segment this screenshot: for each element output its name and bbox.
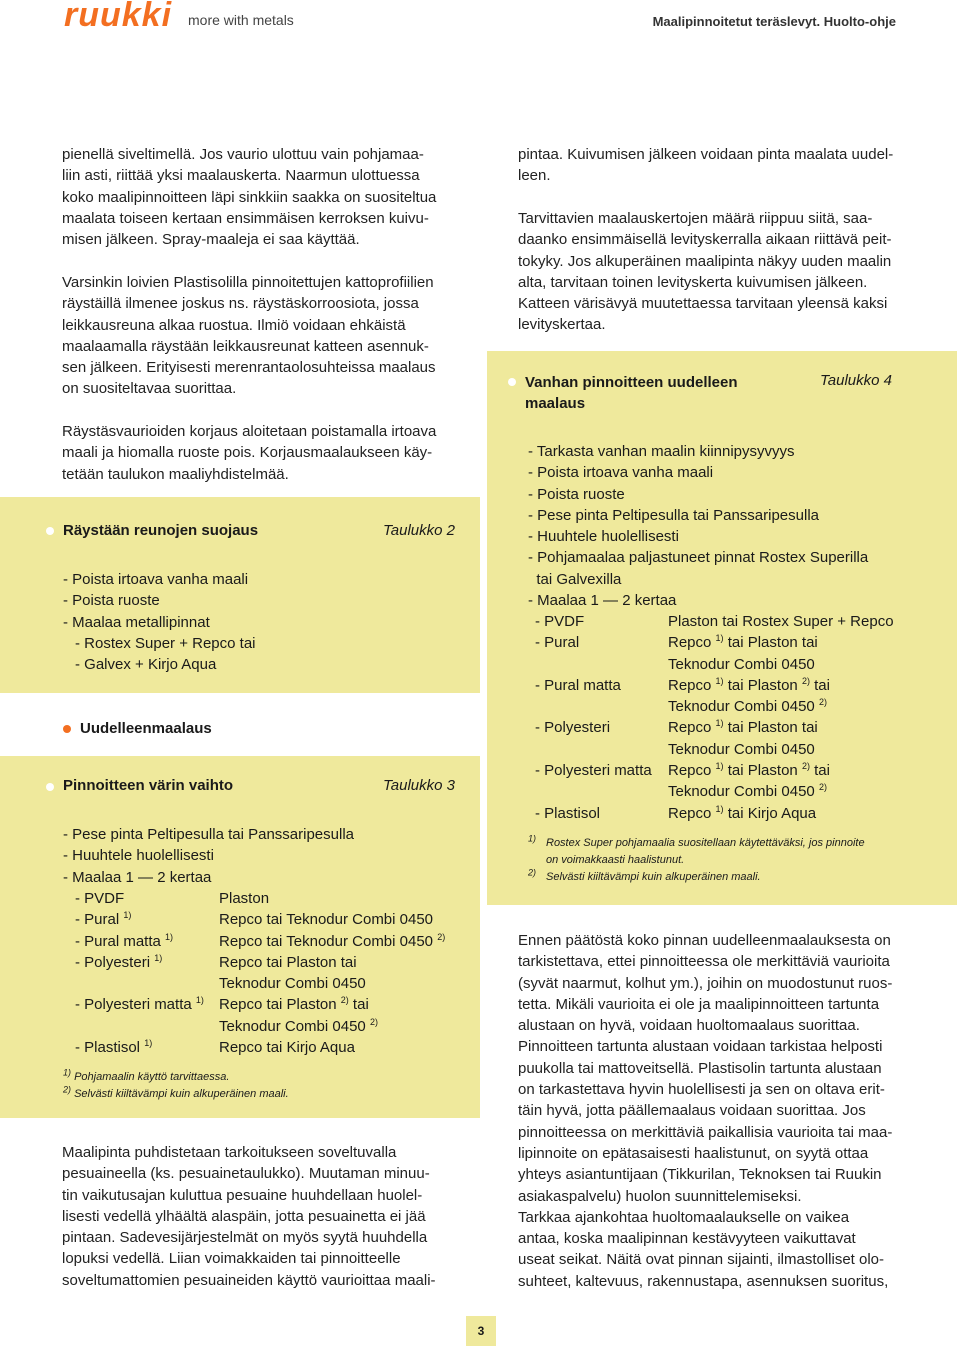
ruukki-logo: ruukki xyxy=(64,0,173,34)
footnote-marker: 1) xyxy=(715,761,724,772)
text-line: maalaamalla räystään leikkausreunat katteen asennuk- xyxy=(62,337,429,355)
document-title: Maalipinnoitetut teräslevyt. Huolto-ohje xyxy=(652,14,896,29)
text-line: liin asti, riittää yksi maalauskerta. Naarmun ulottuessa xyxy=(62,167,420,185)
text-line: koko maalipinnoitteen läpi sinkkiin saakka on suositeltua xyxy=(62,188,437,206)
list-item: - Rostex Super + Repco tai xyxy=(75,634,256,652)
table-row xyxy=(75,1016,445,1037)
text-line: suhteet, kaltevuus, rakennustapa, asennuksen suoritus, xyxy=(518,1272,889,1290)
table-row xyxy=(535,739,894,760)
text-line: Ennen päätöstä koko pinnan uudelleenmaalauksesta on xyxy=(518,932,891,949)
cell-coating: - Polyesteri $^{1)}$ xyxy=(75,952,163,971)
page-number: 3 xyxy=(466,1316,496,1346)
footnote: $^{1)}$ Rostex Super pohjamaalia suositellaan käytettäväksi, jos pinnoite xyxy=(528,835,865,852)
list-item: - Pese pinta Peltipesulla tai Panssaripesulla xyxy=(63,826,354,843)
cell-coating: - Plastisol xyxy=(535,804,601,822)
text-line: täin hyvä, jotta päällemaalaus voidaan suorittaa. Jos xyxy=(518,1102,866,1120)
footnote-marker: 2) xyxy=(437,931,446,942)
cell-paint: Teknodur Combi 0450 xyxy=(668,655,815,673)
text-line: lisesti vedellä ylhäältä alaspäin, jotta pesuainetta ei jää xyxy=(62,1207,426,1225)
table-row xyxy=(75,994,445,1015)
footnote-marker: 2) xyxy=(801,761,810,772)
cell-coating xyxy=(535,781,668,802)
text-line: Pinnoitteen tartunta alustaan voidaan tarkistaa helposti xyxy=(518,1038,883,1056)
footnote-marker: 2) xyxy=(528,867,537,878)
cell-coating: - PVDF xyxy=(535,613,585,630)
table-row xyxy=(535,611,894,632)
text-line: räystäillä ilmenee joskus ns. räystäskorroosiota, jossa xyxy=(62,295,419,313)
cell-coating: - Pural matta $^{1)}$ xyxy=(75,931,174,950)
table-row xyxy=(535,675,894,696)
table-3-box xyxy=(0,756,480,1118)
footnote: $^{1)}$ Pohjamaalin käyttö tarvittaessa. xyxy=(63,1067,230,1083)
header xyxy=(0,0,960,40)
text-line: lipinnoite on epätasaisesti haalistunut, on syytä ottaa xyxy=(518,1144,869,1162)
table-row xyxy=(75,931,445,952)
right-intro-paragraph-2 xyxy=(518,208,918,336)
text-line: daanko ensimmäisellä levityskerralla aikaan riittävä peit- xyxy=(518,231,892,249)
cell-coating: - Polyesteri matta xyxy=(535,762,652,780)
cell-coating: - PVDF xyxy=(75,890,125,907)
cell-coating: - Pural $^{1)}$ xyxy=(75,910,132,929)
text-line: leikkausreuna alkaa ruostua. Ilmiö voidaan ehkäistä xyxy=(62,316,406,334)
text-line: misen jälkeen. Spray-maaleja ei saa käyttää. xyxy=(62,231,360,249)
table-row xyxy=(75,888,445,909)
footnote-marker: 1) xyxy=(63,1067,72,1078)
table-2-list xyxy=(63,569,256,675)
table-2-title: Räystään reunojen suojaus xyxy=(63,522,259,539)
text-line: leen. xyxy=(518,167,551,185)
bullet-icon xyxy=(46,783,54,791)
cell-paint: Teknodur Combi 0450 xyxy=(219,975,366,993)
table-row xyxy=(535,781,894,802)
table-3-steps xyxy=(63,824,354,888)
text-line: useat seikat. Näitä ovat pinnan sijainti, ilmastolliset olo- xyxy=(518,1251,885,1269)
footnote-marker: 1) xyxy=(123,910,132,921)
list-item: - Huuhtele huolellisesti xyxy=(528,528,679,546)
cell-paint: Repco tai Teknodur Combi 0450 $^{2)}$ xyxy=(219,931,446,950)
cell-coating: - Pural matta xyxy=(535,676,621,694)
cell-coating xyxy=(535,696,668,717)
footnote-marker: 1) xyxy=(715,718,724,729)
cell-coating: - Pural xyxy=(535,634,580,652)
list-item: - Galvex + Kirjo Aqua xyxy=(75,656,217,674)
cell-paint: Teknodur Combi 0450 $^{2)}$ xyxy=(668,697,827,716)
table-3-paint-table xyxy=(75,888,445,1058)
footnote-marker: 1) xyxy=(715,803,724,814)
footnote-marker: 2) xyxy=(818,782,827,793)
list-item: - Poista ruoste xyxy=(63,592,160,610)
cell-paint: Repco tai Plaston tai xyxy=(219,953,357,971)
cell-coating: - Polyesteri matta $^{1)}$ xyxy=(75,995,204,1014)
list-item: - Poista irtoava vanha maali xyxy=(63,571,249,588)
cell-paint: Teknodur Combi 0450 $^{2)}$ xyxy=(219,1016,378,1035)
text-line: soveltumattomien pesuaineiden käyttö vaurioittaa maali- xyxy=(62,1271,436,1289)
text-line: Räystäsvaurioiden korjaus aloitetaan poistamalla irtoava xyxy=(62,423,437,440)
text-line: pienellä siveltimellä. Jos vaurio ulottuu vain pohjamaa- xyxy=(62,146,424,163)
cell-paint: Plaston tai Rostex Super + Repco xyxy=(668,613,894,630)
cell-coating xyxy=(535,654,668,675)
cell-coating: - Polyesteri xyxy=(535,719,611,737)
left-intro-paragraph-3 xyxy=(62,421,472,485)
text-line: levityskertaa. xyxy=(518,316,606,334)
right-intro-paragraph-1 xyxy=(518,144,918,187)
cell-paint: Repco $^{1)}$ tai Plaston $^{2)}$ tai xyxy=(668,675,830,694)
text-line: Tarvittavien maalauskertojen määrä riippuu siitä, saa- xyxy=(518,210,873,227)
text-line: lopuksi vedellä. Liian voimakkaiden tai pinnoitteelle xyxy=(62,1250,401,1268)
table-4-box xyxy=(487,351,957,905)
footnote: $^{2)}$ Selvästi kiiltävämpi kuin alkuperäinen maali. xyxy=(63,1084,289,1100)
list-item: - Poista irtoava vanha maali xyxy=(528,464,714,482)
left-bottom-paragraph xyxy=(62,1142,472,1291)
footnote-marker: 1) xyxy=(165,931,174,942)
text-line: sen jälkeen. Erityisesti merenrantaolosuhteissa maalaus xyxy=(62,359,436,377)
text-line: maali ja hiomalla ruoste pois. Korjausmaalaukseen käy- xyxy=(62,444,433,462)
bullet-icon xyxy=(46,527,54,535)
table-3-notes xyxy=(63,1069,289,1103)
table-row xyxy=(535,654,894,675)
text-line: tetään taulukon maaliyhdistelmää. xyxy=(62,465,289,483)
cell-paint: Plaston xyxy=(219,890,270,907)
text-line: alustaan on hyvä, voidaan huoltomaalaus suorittaa. xyxy=(518,1017,860,1035)
text-line: pinnoitteessa on merkittäviä paikallisia vaurioita tai maa- xyxy=(518,1123,893,1141)
list-item: - Poista ruoste xyxy=(528,485,625,503)
table-4-notes xyxy=(528,835,865,886)
text-line: alta, tarvitaan toinen levityskerta kuivumisen jälkeen. xyxy=(518,273,868,291)
table-4-tag: Taulukko 4 xyxy=(820,372,892,389)
footnote-marker: 1) xyxy=(528,833,537,844)
text-line: Katteen värisävyä muutettaessa tarvitaan yleensä kaksi xyxy=(518,295,888,313)
footnote-marker: 1) xyxy=(195,995,204,1006)
logo-tagline: more with metals xyxy=(188,12,294,28)
cell-coating xyxy=(535,739,668,760)
left-intro-paragraph-1 xyxy=(62,144,472,250)
list-item: - Maalaa 1 — 2 kertaa xyxy=(528,592,677,610)
cell-paint: Repco tai Teknodur Combi 0450 xyxy=(219,911,434,929)
bullet-icon xyxy=(63,725,71,733)
text-line: maalata toiseen kertaan ensimmäisen kerroksen kuivu- xyxy=(62,209,429,227)
text-line: tarkistettava, ettei pinnoitteessa ole merkittäviä vaurioita xyxy=(518,953,890,971)
cell-paint: Repco $^{1)}$ tai Kirjo Aqua xyxy=(668,803,817,822)
cell-coating xyxy=(75,1016,219,1037)
cell-coating xyxy=(75,973,219,994)
list-item: - Maalaa 1 — 2 kertaa xyxy=(63,868,212,886)
cell-paint: Repco tai Plaston $^{2)}$ tai xyxy=(219,995,369,1014)
footnote-marker: 1) xyxy=(715,675,724,686)
table-3-tag: Taulukko 3 xyxy=(383,777,455,794)
right-bottom-paragraph xyxy=(518,930,928,1292)
table-row xyxy=(75,1037,445,1058)
list-item: - Maalaa metallipinnat xyxy=(63,613,210,631)
table-row xyxy=(535,717,894,738)
table-row xyxy=(535,803,894,824)
footnote-marker: 2) xyxy=(340,995,349,1006)
footnote-marker: 1) xyxy=(144,1038,153,1049)
cell-paint: Teknodur Combi 0450 $^{2)}$ xyxy=(668,782,827,801)
cell-paint: Repco $^{1)}$ tai Plaston tai xyxy=(668,718,818,737)
footnote-marker xyxy=(528,835,546,852)
text-line: puukolla tai mattoveitsellä. Plastisolin tartunta alustaan xyxy=(518,1059,882,1077)
footnote-marker: 2) xyxy=(801,675,810,686)
text-line: pesuaineella (ks. pesuainetaulukko). Muutaman minuu- xyxy=(62,1165,430,1183)
list-item: - Pohjamaalaa paljastuneet pinnat Rostex Superilla xyxy=(528,549,869,567)
footnote-marker: 2) xyxy=(63,1084,72,1095)
table-row xyxy=(535,632,894,653)
footnote: $^{2)}$ Selvästi kiiltävämpi kuin alkuperäinen maali. xyxy=(528,869,865,886)
table-row xyxy=(535,696,894,717)
text-line: (syvät naarmut, kolhut ym.), joihin on muodostunut ruos- xyxy=(518,974,893,992)
table-2-box xyxy=(0,497,480,693)
footnote: on voimakkaasti haalistunut. xyxy=(546,854,685,866)
footnote-marker: 1) xyxy=(715,633,724,644)
text-line: antaa, koska maalipinnan kestävyyteen vaikuttavat xyxy=(518,1230,856,1248)
cell-paint: Repco $^{1)}$ tai Plaston $^{2)}$ tai xyxy=(668,761,830,780)
list-item: - Pese pinta Peltipesulla tai Panssaripesulla xyxy=(528,506,819,524)
table-4-paint-table xyxy=(535,611,894,824)
list-item: - Tarkasta vanhan maalin kiinnipysyvyys xyxy=(528,443,795,460)
text-line: pintaa. Kuivumisen jälkeen voidaan pinta maalata uudel- xyxy=(518,146,894,163)
text-line: on tarkastettava hyvin huolellisesti ja sen on oltava erit- xyxy=(518,1081,885,1099)
text-line: asiakaspalvelu) huolon suunnittelemiseksi. xyxy=(518,1187,802,1205)
list-item: - Huuhtele huolellisesti xyxy=(63,847,214,865)
table-row xyxy=(75,952,445,973)
section-heading: Uudelleenmaalaus xyxy=(80,720,212,737)
text-line: Varsinkin loivien Plastisolilla pinnoitettujen kattoprofiilien xyxy=(62,274,434,291)
cell-coating: - Plastisol $^{1)}$ xyxy=(75,1038,153,1057)
bullet-icon xyxy=(508,378,516,386)
text-line: on suositeltavaa suorittaa. xyxy=(62,380,237,398)
text-line: pintaan. Sadevesijärjestelmät on myös syytä huuhdella xyxy=(62,1229,428,1247)
cell-paint: Repco tai Kirjo Aqua xyxy=(219,1039,355,1057)
footnote-marker: 1) xyxy=(154,952,163,963)
table-row xyxy=(535,760,894,781)
cell-paint: Repco $^{1)}$ tai Plaston tai xyxy=(668,633,818,652)
text-line: tin vaikutusajan kuluttua pesuaine huuhdellaan huolel- xyxy=(62,1186,423,1204)
footnote-marker: 2) xyxy=(818,697,827,708)
table-row xyxy=(75,909,445,930)
text-line: tokyky. Jos alkuperäinen maalipinta näkyy uuden maalin xyxy=(518,252,892,270)
text-line: tetta. Mikäli vaurioita ei ole ja maalipinnoitteen tartunta xyxy=(518,995,880,1013)
text-line: Tarkkaa ajankohtaa huoltomaalaukselle on vaikea xyxy=(518,1208,850,1226)
text-line: yhteys asiantuntijaan (Tikkurilan, Teknoksen tai Ruukin xyxy=(518,1166,882,1184)
left-intro-paragraph-2 xyxy=(62,272,472,400)
cell-paint: Teknodur Combi 0450 xyxy=(668,740,815,758)
table-3-title: Pinnoitteen värin vaihto xyxy=(63,777,234,794)
list-item: tai Galvexilla xyxy=(528,570,622,588)
table-4-title: Vanhan pinnoitteen uudelleen maalaus xyxy=(525,374,738,413)
table-4-steps xyxy=(528,441,868,611)
footnote-marker: 2) xyxy=(369,1016,378,1027)
text-line: Maalipinta puhdistetaan tarkoitukseen soveltuvalla xyxy=(62,1144,397,1161)
table-row xyxy=(75,973,445,994)
footnote-marker xyxy=(528,869,546,886)
table-2-tag: Taulukko 2 xyxy=(383,522,455,539)
